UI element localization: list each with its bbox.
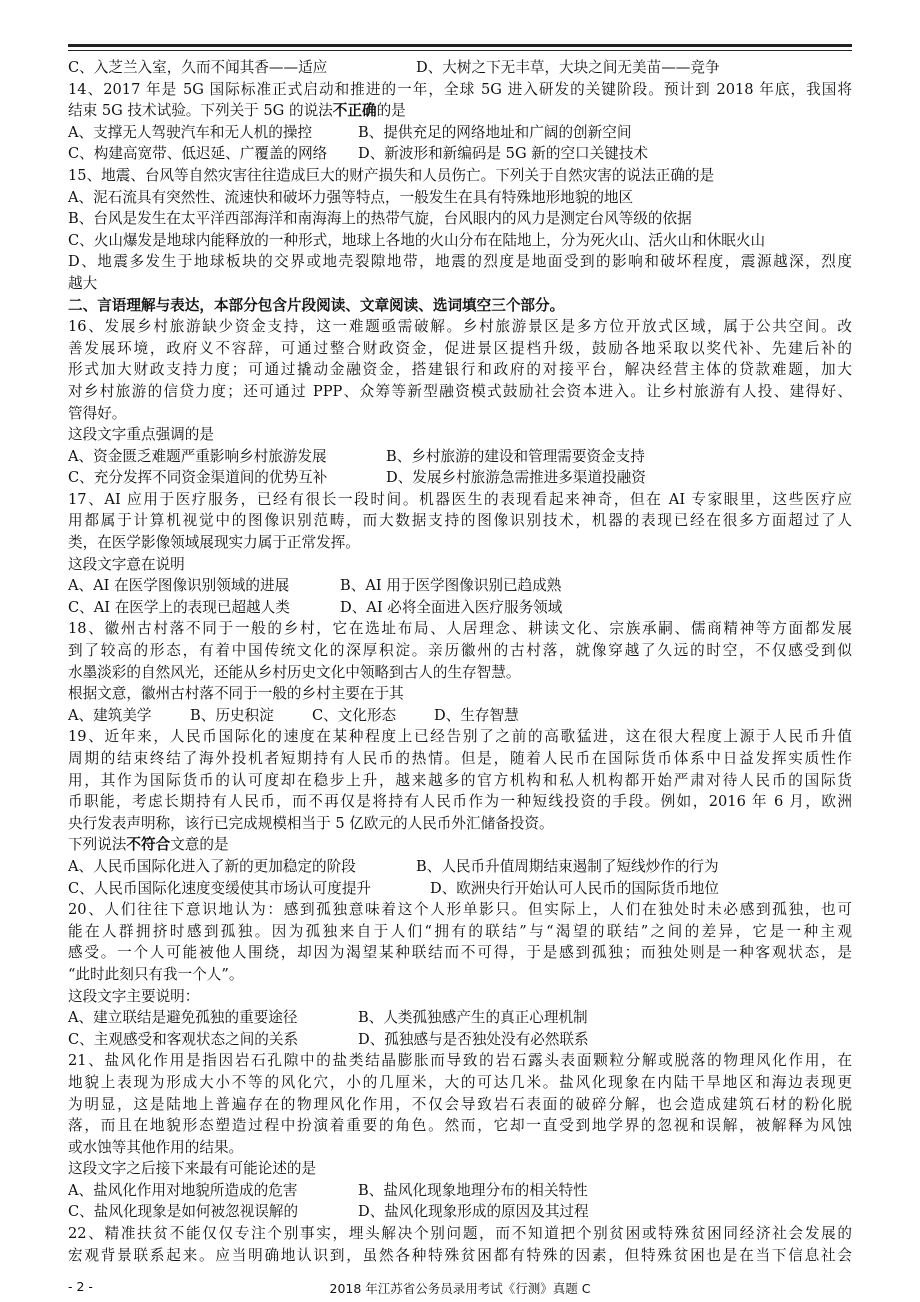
q19-options-cd	[68, 878, 852, 900]
q19-passage-line: 19、近年来，人民币国际化的速度在某种程度上已经告别了之前的高歌猛进，这在很大程度上源于人民币升值	[68, 728, 852, 746]
q14-options-ab	[68, 122, 852, 144]
q14-stem-line: 14、2017 年是 5G 国际标准正式启动和推进的一年，全球 5G 进入研发的关键阶段。预计到 2018 年底，我国将	[68, 80, 852, 98]
q21-option-d: D、盐风化现象形成的原因及其过程	[358, 1203, 589, 1221]
q20-passage-line: 能在人群拥挤时感到孤独。因为孤独来自于人们“拥有的联结”与“渴望的联结”之间的差异，它是一种主观	[68, 922, 852, 940]
q18-option-d: D、生存智慧	[434, 706, 519, 724]
q16-option-c: C、充分发挥不同资金渠道间的优势互补	[68, 469, 328, 487]
q16-option-a: A、资金匮乏难题严重影响乡村旅游发展	[68, 447, 327, 465]
q20-options-cd	[68, 1029, 852, 1051]
q20-option-b: B、人类孤独感产生的真正心理机制	[358, 1009, 588, 1027]
q20-option-d: D、孤独感与是否独处没有必然联系	[358, 1030, 589, 1048]
q19-question-pre: 下列说法	[68, 836, 127, 854]
q18-passage-line: 水墨淡彩的自然风光，还能从乡村历史文化中领略到古人的生存智慧。	[68, 663, 521, 681]
q21-passage-line: 21、盐风化作用是指因岩石孔隙中的盐类结晶膨胀而导致的岩石露头表面颗粒分解或脱落的物理风化作用，在	[68, 1052, 852, 1070]
q16-options-cd	[68, 467, 852, 489]
q15-option-c: C、火山爆发是地球内能释放的一种形式，地球上各地的火山分布在陆地上，分为死火山、活火山和休眠火山	[68, 231, 766, 249]
q15-option-d-line: D、地震多发生于地球板块的交界或地壳裂隙地带，地震的烈度是地面受到的影响和破坏程度，震源越深，烈度	[68, 253, 852, 271]
q14-stem-text: 结束 5G 技术试验。下列关于 5G 的说法	[68, 102, 333, 120]
q13-option-c: C、入芝兰入室，久而不闻其香——适应	[68, 59, 328, 76]
q22-passage-line: 宏观背景联系起来。应当明确地认识到，虽然各种特殊贫困都有特殊的因素，但特殊贫困也是在当下信息社会	[68, 1246, 852, 1264]
q16-passage-line: 16、发展乡村旅游缺少资金支持，这一难题亟需破解。乡村旅游景区是多方位开放式区域，属于公共空间。改	[68, 318, 852, 336]
q19-option-c: C、人民币国际化速度变缓使其市场认可度提升	[68, 879, 372, 897]
q21-passage-line: 或水蚀等其他作用的结果。	[68, 1138, 244, 1156]
q19-passage-line: 币职能，考虑长期持有人民币，而不再仅是将持有人民币作为一种短线投资的手段。例如，2016 年 6 月，欧洲	[68, 793, 852, 811]
q19-passage-line: 用，其作为国际货币的认可度却在稳步上升，越来越多的官方机构和私人机构都开始严肃对待人民币的国际货	[68, 771, 852, 789]
q21-option-a: A、盐风化作用对地貌所造成的危害	[68, 1181, 298, 1199]
q19-question-post: 文意的是	[170, 836, 229, 854]
q16-options-ab	[68, 446, 852, 468]
q13-options-cd	[68, 57, 852, 79]
q21-question: 这段文字之后接下来最有可能论述的是	[68, 1160, 317, 1178]
q21-option-c: C、盐风化现象是如何被忽视误解的	[68, 1203, 299, 1221]
q17-option-b: B、AI 用于医学图像识别已趋成熟	[340, 577, 562, 595]
q14-option-a: A、支撑无人驾驶汽车和无人机的操控	[68, 123, 313, 141]
q16-passage-line: 管得好。	[68, 404, 127, 422]
q21-passage-line: 落，而且在地貌形态塑造过程中扮演着重要的角色。然而，它却一直受到地学界的忽视和误解，被解释为风蚀	[68, 1117, 852, 1135]
q19-question-emphasis: 不符合	[126, 836, 171, 854]
q17-options-cd	[68, 597, 852, 619]
q18-passage-line: 18、徽州古村落不同于一般的乡村，它在选址布局、人居理念、耕读文化、宗族承嗣、儒商精神等方面都发展	[68, 620, 852, 638]
q14-option-b: B、提供充足的网络地址和广阔的创新空间	[358, 123, 632, 141]
q20-options-ab	[68, 1007, 852, 1029]
q17-option-d: D、AI 必将全面进入医疗服务领域	[340, 598, 563, 616]
q15-option-a: A、泥石流具有突然性、流速快和破坏力强等特点，一般发生在具有特殊地形地貌的地区	[68, 188, 634, 206]
q14-option-c: C、构建高宽带、低迟延、广覆盖的网络	[68, 145, 328, 163]
q16-passage-line: 对乡村旅游的信贷力度；还可通过 PPP、众筹等新型融资模式鼓励社会资本进入。让乡村旅游有人投、建得好、	[68, 382, 852, 400]
q13-option-d: D、大树之下无丰草，大块之间无美苗——竞争	[416, 59, 720, 76]
q19-question	[68, 834, 852, 856]
q15-option-d-line: 越大	[68, 274, 98, 292]
q16-option-d: D、发展乡村旅游急需推进多渠道投融资	[386, 469, 646, 487]
q19-option-b: B、人民币升值周期结束遏制了短线炒作的行为	[416, 857, 719, 875]
q14-stem-end: 的是	[376, 102, 406, 120]
q16-question: 这段文字重点强调的是	[68, 426, 214, 444]
q21-options-cd	[68, 1201, 852, 1223]
footer-title: 2018 年江苏省公务员录用考试《行测》真题 C	[329, 1281, 591, 1296]
q17-passage-line: 类，在医学影像领域展现实力属于正常发挥。	[68, 534, 360, 552]
page-number: - 2 -	[68, 1279, 93, 1294]
q15-option-b: B、台风是发生在太平洋西部海洋和南海海上的热带气旋，台风眼内的风力是测定台风等级的依据	[68, 210, 692, 228]
q17-option-a: A、AI 在医学图像识别领域的进展	[68, 577, 290, 595]
q14-stem-line	[68, 100, 852, 122]
q21-passage-line: 地貌上表现为形成大小不等的风化穴，小的几厘米，大的可达几米。盐风化现象在内陆干旱地区和海边表现更	[68, 1073, 852, 1091]
q18-passage-line: 到了较高的形态，有着中国传统文化的深厚积淀。亲历徽州的古村落，就像穿越了久远的时空，不仅感受到似	[68, 642, 852, 660]
q19-option-d: D、欧洲央行开始认可人民币的国际货币地位	[430, 879, 719, 897]
q20-option-a: A、建立联结是避免孤独的重要途径	[68, 1009, 298, 1027]
q16-passage-line: 善发展环境，政府义不容辞，可通过整合财政资金，促进景区提档升级，鼓励各地采取以奖代补、先建后补的	[68, 339, 852, 357]
q19-passage-line: 央行发表声明称，该行已完成规模相当于 5 亿欧元的人民币外汇储备投资。	[68, 814, 554, 832]
q14-stem-emphasis: 不正确	[332, 102, 377, 120]
q20-passage-line: “此时此刻只有我一个人”。	[68, 965, 244, 983]
q18-option-b: B、历史积淀	[190, 706, 274, 724]
q17-passage-line: 17、AI 应用于医疗服务，已经有很长一段时间。机器医生的表现看起来神奇，但在 AI 专家眼里，这些医疗应	[68, 490, 852, 508]
q19-passage-line: 周期的结束终结了海外投机者短期持有人民币的热情。但是，随着人民币在国际货币体系中日益发挥实质性作	[68, 750, 852, 767]
q22-passage-line: 22、精准扶贫不能仅仅专注个别事实，埋头解决个别问题，而不知道把个别贫困或特殊贫困同经济社会发展的	[68, 1225, 852, 1243]
q21-options-ab	[68, 1180, 852, 1202]
q14-options-cd	[68, 143, 852, 165]
q18-option-c: C、文化形态	[312, 706, 397, 724]
q17-passage-line: 用都属于计算机视觉中的图像识别范畴，而大数据支持的图像识别技术，机器的表现已经在很多方面超过了人	[68, 512, 852, 530]
q15-stem: 15、地震、台风等自然灾害往往造成巨大的财产损失和人员伤亡。下列关于自然灾害的说法正确的是	[68, 166, 715, 184]
q16-passage-line: 形式加大财政支持力度；可通过撬动金融资金，搭建银行和政府的对接平台，解决经营主体的贷款难题，加大	[68, 361, 852, 379]
page-content	[68, 57, 852, 1266]
q14-option-d: D、新波形和新编码是 5G 新的空口关键技术	[358, 145, 649, 163]
q18-question: 根据文意，徽州古村落不同于一般的乡村主要在于其	[68, 685, 404, 703]
q18-options	[68, 705, 852, 727]
q21-passage-line: 为明显，这是陆地上普遍存在的物理风化作用，不仅会导致岩石表面的破碎分解，也会造成建筑石材的粉化脱	[68, 1095, 852, 1113]
q17-option-c: C、AI 在医学上的表现已超越人类	[68, 598, 290, 616]
page-footer	[68, 1279, 852, 1297]
q20-passage-line: 感受。一个人可能被他人围绕，却因为渴望某种联结而不可得，于是感到孤独；而独处则是一种客观状态，是	[68, 944, 852, 962]
header-rule-thin	[68, 50, 852, 51]
q20-passage-line: 20、人们往往下意识地认为：感到孤独意味着这个人形单影只。但实际上，人们在独处时未必感到孤独，也可	[68, 901, 852, 919]
q17-question: 这段文字意在说明	[68, 555, 185, 573]
section-heading: 二、言语理解与表达，本部分包含片段阅读、文章阅读、选词填空三个部分。	[68, 296, 565, 314]
q17-options-ab	[68, 575, 852, 597]
q16-option-b: B、乡村旅游的建设和管理需要资金支持	[386, 447, 645, 465]
q21-option-b: B、盐风化现象地理分布的相关特性	[358, 1181, 588, 1199]
q18-option-a: A、建筑美学	[68, 706, 152, 724]
q20-question: 这段文字主要说明：	[68, 987, 200, 1005]
q19-options-ab	[68, 856, 852, 878]
q19-option-a: A、人民币国际化进入了新的更加稳定的阶段	[68, 857, 356, 875]
header-rule-thick	[68, 44, 852, 47]
q20-option-c: C、主观感受和客观状态之间的关系	[68, 1030, 299, 1048]
